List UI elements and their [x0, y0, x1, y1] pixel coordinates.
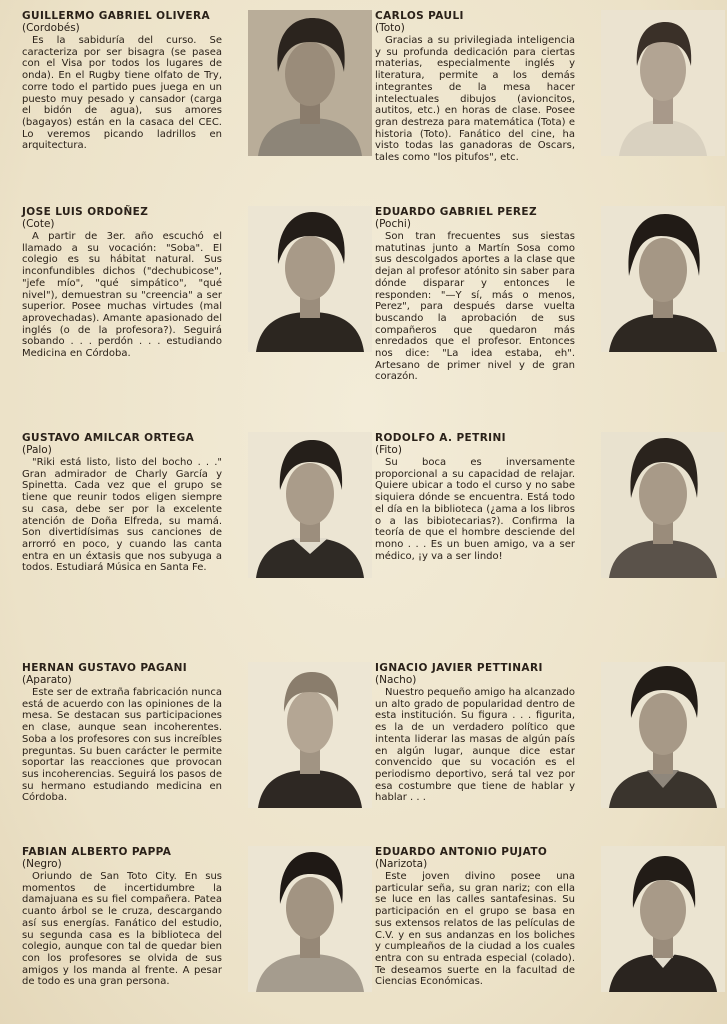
student-text	[375, 662, 575, 804]
student-bio: Nuestro pequeño amigo ha alcanzado un alto grado de popularidad dentro de esta institución. Su figura . . . figurita, es la de un verdadero político que intenta liderar las masas de algún país en algún lugar, aunque dice estar convencido que su vocación es el periodismo deportivo, será tal vez por esa costumbre que tiene de hablar y hablar . . .	[375, 687, 575, 804]
student-name: IGNACIO JAVIER PETTINARI	[375, 662, 543, 674]
student-text	[375, 432, 575, 562]
student-text	[22, 846, 222, 988]
student-name: JOSE LUIS ORDOÑEZ	[22, 206, 149, 218]
student-entry	[22, 662, 372, 822]
student-text	[375, 10, 575, 164]
student-entry	[375, 432, 725, 592]
student-entry	[22, 10, 372, 170]
student-text	[22, 662, 222, 804]
student-bio: Este ser de extraña fabricación nunca está de acuerdo con las opiniones de la mesa. Se destacan sus participaciones en clase, aunque sean incoherentes. Soba a los profesores con sus increíbles preguntas. Su buen carácter le permite soportar las reacciones que provocan sus incoherencias. Seguirá los pasos de su hermano estudiando medicina en Córdoba.	[22, 687, 222, 804]
student-text	[22, 432, 222, 574]
student-bio: Gracias a su privilegiada inteligencia y su profunda dedicación para ciertas materias, especialmente inglés y literatura, permite a los demás integrantes de la mesa hacer intelectuales dibujos (avioncitos, autitos, etc.) en horas de clase. Posee gran destreza para matemática (Tota) e historia (Toto). Fanático del cine, ha visto todas las ganadoras de Oscars, tales como "los pitufos", etc.	[375, 35, 575, 164]
student-photo	[248, 206, 372, 352]
student-name: RODOLFO A. PETRINI	[375, 432, 506, 444]
student-nickname: (Nacho)	[375, 674, 417, 686]
student-bio: "Riki está listo, listo del bocho . . ." Gran admirador de Charly García y Spinetta. Cada vez que el grupo se tiene que reunir todos eligen siempre su casa, debe ser por la excelente atención de Doña Elfreda, su mamá. Son divertidísimas sus canciones de arrorró en poco, y cuando las canta entra en un éxtasis que nos subyuga a todos. Estudiará Música en Santa Fe.	[22, 457, 222, 574]
student-nickname: (Pochi)	[375, 218, 411, 230]
student-nickname: (Cote)	[22, 218, 55, 230]
student-photo	[601, 10, 725, 156]
student-text	[22, 10, 222, 152]
student-nickname: (Toto)	[375, 22, 405, 34]
student-name: CARLOS PAULI	[375, 10, 464, 22]
student-entry	[22, 846, 372, 1006]
student-name: FABIAN ALBERTO PAPPA	[22, 846, 172, 858]
student-entry	[22, 432, 372, 592]
student-text	[375, 206, 575, 383]
student-entry	[22, 206, 372, 366]
student-bio: Oriundo de San Toto City. En sus momentos de incertidumbre la damajuana es su fiel compañera. Patea cuanto árbol se le cruza, descargando así sus energías. Fanático del estudio, su segunda casa es la biblioteca del colegio, aunque con tal de quedar bien con los profesores se olvida de sus amigos y los manda al frente. A pesar de todo es una gran persona.	[22, 871, 222, 988]
student-text	[22, 206, 222, 360]
student-photo	[248, 846, 372, 992]
student-text	[375, 846, 575, 988]
student-photo	[248, 662, 372, 808]
student-entry	[375, 846, 725, 1006]
student-name: EDUARDO ANTONIO PUJATO	[375, 846, 548, 858]
student-entry	[375, 206, 725, 383]
student-name: HERNAN GUSTAVO PAGANI	[22, 662, 188, 674]
student-entry	[375, 662, 725, 822]
student-nickname: (Narizota)	[375, 858, 428, 870]
student-photo	[248, 10, 372, 156]
student-photo	[601, 432, 725, 578]
student-photo	[601, 206, 725, 352]
student-name: GUSTAVO AMILCAR ORTEGA	[22, 432, 195, 444]
student-nickname: (Negro)	[22, 858, 62, 870]
student-nickname: (Aparato)	[22, 674, 72, 686]
student-nickname: (Cordobés)	[22, 22, 80, 34]
student-bio: Este joven divino posee una particular seña, su gran nariz; con ella se luce en las calles santafesinas. Su participación en el grupo se basa en sus extensos relatos de las películas de C.V. y en sus andanzas en los boliches y cumpleaños de la ciudad a los cuales entra con su entrada especial (colado). Te deseamos suerte en la facultad de Ciencias Económicas.	[375, 871, 575, 988]
student-name: EDUARDO GABRIEL PEREZ	[375, 206, 537, 218]
student-bio: Es la sabiduría del curso. Se caracteriza por ser bisagra (se pasea con el Visa por todos los lugares de onda). En el Rugby tiene olfato de Try, corre todo el partido pues juega en un puesto muy pesado y cansador (carga el bidón de agua), sus amores (bagayos) están en la casaca del CEC. Lo veremos picando ladrillos en arquitectura.	[22, 35, 222, 152]
student-name: GUILLERMO GABRIEL OLIVERA	[22, 10, 211, 22]
student-photo	[601, 662, 725, 808]
student-entry	[375, 10, 725, 170]
student-nickname: (Palo)	[22, 444, 52, 456]
student-bio: Son tran frecuentes sus siestas matutinas junto a Martín Sosa como sus descolgados aportes a la clase que dejan al profesor atónito sin saber para dónde disparar y entonces le responden: "—Y sí, más o menos, Perez", para después darse vuelta buscando la aprobación de sus compañeros que quedaron más enredados que el profesor. Entonces nos dice: "La idea estaba, eh". Artesano de primer nivel y de gran corazón.	[375, 231, 575, 383]
student-nickname: (Fito)	[375, 444, 402, 456]
student-photo	[601, 846, 725, 992]
student-bio: A partir de 3er. año escuchó el llamado a su vocación: "Soba". El colegio es su hábitat natural. Sus inconfundibles dichos ("dechubicose", "jefe mío", "qué simpático", "qué nivel"), demuestran su "creencia" a ser superior. Posee muchas virtudes (mal aprovechadas). Amante apasionado del inglés (o de la profesora?). Seguirá sobando . . . perdón . . . estudiando Medicina en Córdoba.	[22, 231, 222, 360]
student-bio: Su boca es inversamente proporcional a su capacidad de relajar. Quiere ubicar a todo el curso y no sabe siquiera dónde se encuentra. Está todo el día en la biblioteca (¿ama a los libros o a las bibiotecarias?). Confirma la teoría de que el hombre desciende del mono . . . Es un buen amigo, va a ser médico, ¡y va a ser lindo!	[375, 457, 575, 562]
student-photo	[248, 432, 372, 578]
